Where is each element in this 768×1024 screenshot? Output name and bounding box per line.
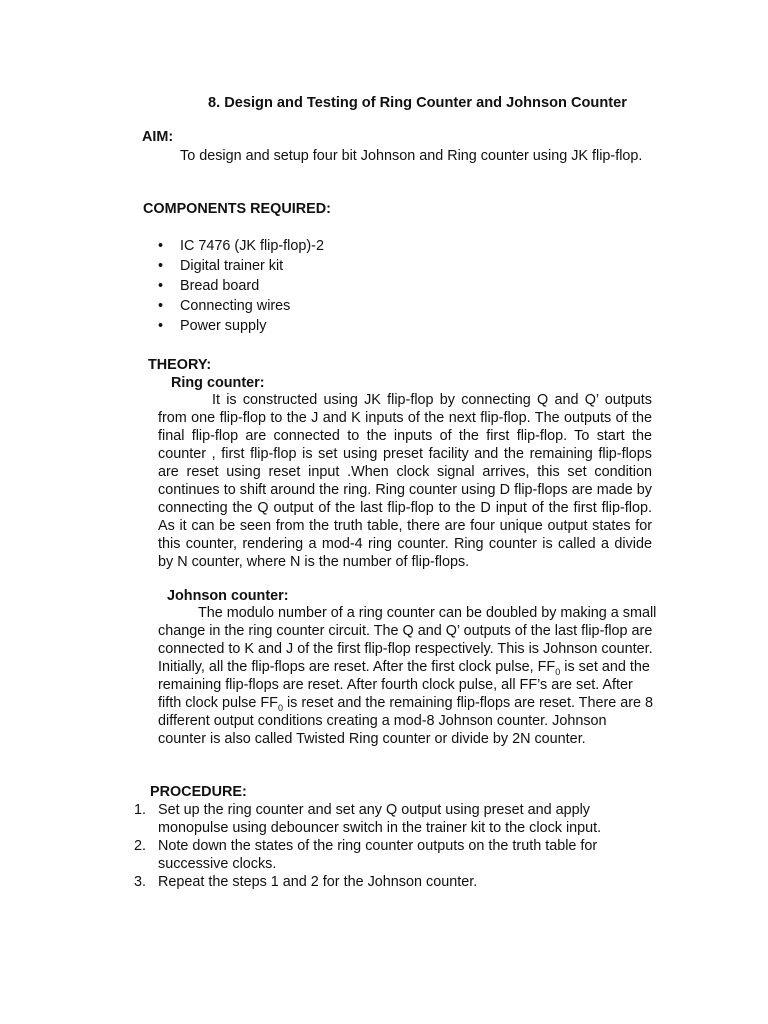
list-item: • IC 7476 (JK flip-flop)-2: [158, 237, 324, 257]
aim-heading: AIM:: [142, 129, 174, 145]
list-item: • Connecting wires: [158, 297, 324, 317]
ring-counter-heading: Ring counter:: [171, 375, 265, 391]
components-list: [158, 237, 324, 337]
step-number: 1.: [134, 802, 147, 818]
procedure-list: [134, 801, 654, 891]
list-item: • Bread board: [158, 277, 324, 297]
ring-counter-paragraph: It is constructed using JK flip-flop by connecting Q and Q’ outputs from one flip-flop to the J and K inputs of the next flip-flop. The outputs of the final flip-flop are connected to the inputs of the first flip-flop. To start the counter , first flip-flop is set using preset facility and the remaining flip-flops are reset using reset input .When clock signal arrives, this set condition continues to shift around the ring. Ring counter using D flip-flops are made by connecting the Q output of the last flip-flop to the D input of the first flip-flop. As it can be seen from the truth table, there are four unique output states for this counter, rendering a mod-4 ring counter. Ring counter is called a divide by N counter, where N is the number of flip-flops.: [158, 392, 652, 570]
johnson-text-part: is set and the remaining flip-flops are reset. After fourth clock pulse, all FF’s are set. After fifth clock pulse FF: [158, 659, 650, 711]
components-heading: COMPONENTS REQUIRED:: [143, 201, 331, 217]
list-item: [134, 801, 654, 837]
step-text: Note down the states of the ring counter outputs on the truth table for successive clocks.: [158, 838, 598, 872]
johnson-counter-heading: Johnson counter:: [167, 588, 289, 604]
step-number: 2.: [134, 838, 147, 854]
procedure-heading: PROCEDURE:: [150, 784, 247, 800]
theory-heading: THEORY:: [148, 357, 212, 373]
subscript: 0: [277, 702, 283, 713]
list-item: • Power supply: [158, 317, 324, 337]
list-item: [134, 873, 654, 891]
step-text: Set up the ring counter and set any Q output using preset and apply monopulse using debouncer switch in the trainer kit to the clock input.: [158, 802, 602, 836]
step-text: Repeat the steps 1 and 2 for the Johnson counter.: [158, 874, 478, 890]
johnson-text-part: The modulo number of a ring counter can be doubled by making a small change in the ring counter circuit. The Q and Q’ outputs of the last flip-flop are connected to K and J of the first flip-flop respectively. This is Johnson counter. Initially, all the flip-flops are reset. After the first clock pulse, FF: [158, 605, 657, 675]
page-title: 8. Design and Testing of Ring Counter and Johnson Counter: [208, 95, 627, 111]
list-item: [134, 837, 654, 873]
aim-text: To design and setup four bit Johnson and Ring counter using JK flip-flop.: [180, 148, 643, 164]
list-item: • Digital trainer kit: [158, 257, 324, 277]
step-number: 3.: [134, 874, 147, 890]
johnson-counter-paragraph: [158, 604, 658, 748]
johnson-text-part: is reset and the remaining flip-flops are reset. There are 8 different output conditions creating a mod-8 Johnson counter. Johnson counter is also called Twisted Ring counter or divide by 2N counter.: [158, 695, 654, 747]
subscript: 0: [555, 666, 561, 677]
